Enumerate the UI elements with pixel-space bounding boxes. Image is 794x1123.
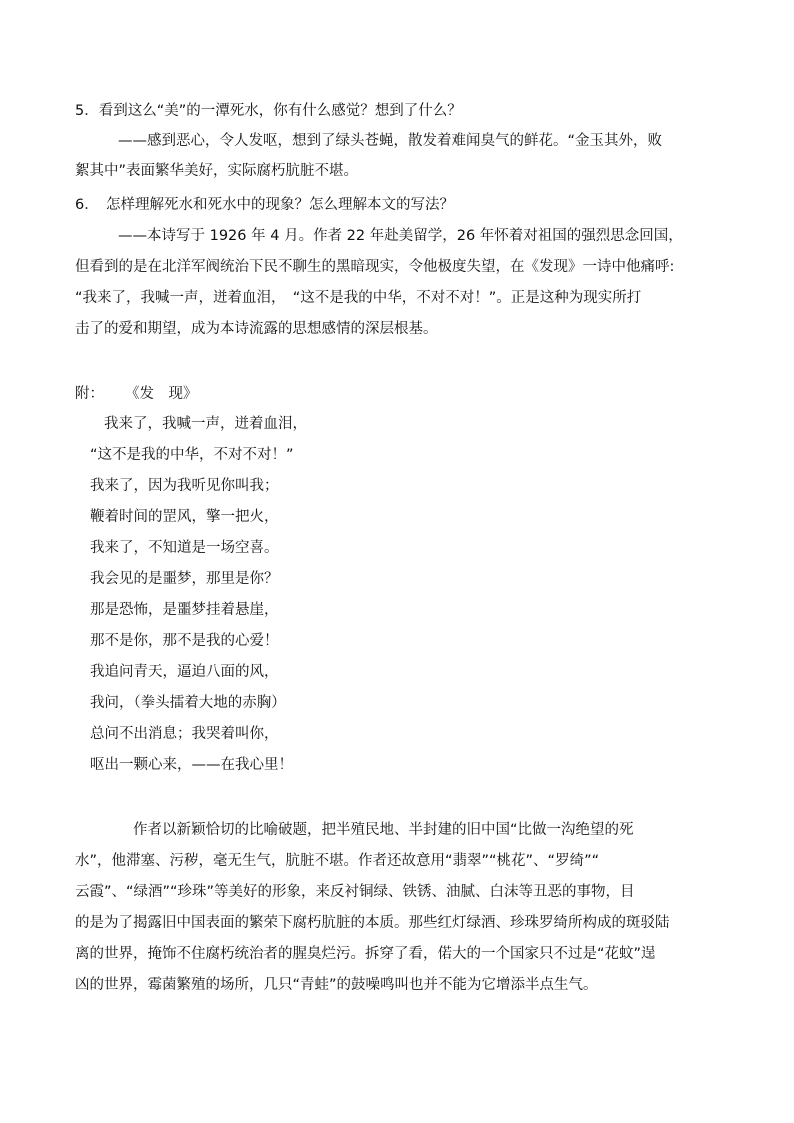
- poem-line-10: 我问，（拳头擂着大地的赤胸）: [90, 695, 286, 711]
- answer-6-line-2: 但看到的是在北洋军阀统治下民不聊生的黑暗现实，令他极度失望，在《发现》一诗中他痛呼:: [75, 259, 675, 275]
- poem-line-12: 呕出一颗心来，——在我心里！: [90, 757, 293, 773]
- poem-line-8: 那不是你，那不是我的心爱！: [90, 633, 279, 649]
- answer-5-line-2: 絮其中”表面繁华美好，实际腐朽肮脏不堪。: [75, 163, 359, 179]
- answer-6-line-4: 击了的爱和期望，成为本诗流露的思想感情的深层根基。: [75, 321, 438, 337]
- answer-6-line-1: ——本诗写于 1926 年 4 月。作者 22 年赴美留学，26 年怀着对祖国的强烈思念回国，: [118, 228, 683, 244]
- poem-line-9: 我追问青天，逼迫八面的风，: [90, 664, 279, 680]
- poem-line-7: 那是恐怖，是噩梦挂着悬崖，: [90, 602, 279, 618]
- analysis-line-2: 水”，他滞塞、污秽，毫无生气，肮脏不堪。作者还故意用“翡翠”“桃花”、“罗绮”“: [75, 853, 600, 869]
- poem-line-4: 鞭着时间的罡风，擎一把火，: [90, 509, 279, 525]
- question-5: 5．看到这么“美”的一潭死水，你有什么感觉？想到了什么？: [75, 103, 462, 119]
- poem-line-11: 总问不出消息；我哭着叫你，: [90, 726, 279, 742]
- answer-5-line-1: ——感到恶心，令人发呕，想到了绿头苍蝇，散发着难闻臭气的鲜花。“金玉其外，败: [118, 133, 663, 149]
- analysis-line-4: 的是为了揭露旧中国表面的繁荣下腐朽肮脏的本质。那些红灯绿酒、珍珠罗绮所构成的斑驳陆: [75, 915, 670, 931]
- appendix-title: 《发 现》: [125, 386, 198, 402]
- analysis-line-3: 云霞”、“绿酒”“珍珠”等美好的形象，来反衬铜绿、铁锈、油腻、白沫等丑恶的事物，目: [75, 884, 635, 900]
- appendix-label: 附：: [75, 386, 104, 402]
- poem-line-3: 我来了，因为我听见你叫我；: [90, 478, 279, 494]
- poem-line-6: 我会见的是噩梦，那里是你？: [90, 571, 279, 587]
- poem-line-2: “这不是我的中华，不对不对！”: [90, 447, 294, 463]
- analysis-line-1: 作者以新颖恰切的比喻破题，把半殖民地、半封建的旧中国“比做一沟绝望的死: [133, 822, 634, 838]
- answer-6-line-3: “我来了，我喊一声，迸着血泪， “这不是我的中华，不对不对！”。正是这种为现实所打: [75, 290, 642, 306]
- question-6: 6． 怎样理解死水和死水中的现象？怎么理解本文的写法？: [75, 197, 454, 213]
- analysis-line-6: 凶的世界，霉菌繁殖的场所，几只“青蛙”的鼓噪鸣叫也并不能为它增添半点生气。: [75, 977, 598, 993]
- poem-line-5: 我来了，不知道是一场空喜。: [90, 540, 279, 556]
- analysis-line-5: 离的世界，掩饰不住腐朽统治者的腥臭烂污。拆穿了看，偌大的一个国家只不过是“花蚊”逞: [75, 946, 656, 962]
- poem-line-1: 我来了，我喊一声，迸着血泪，: [104, 416, 307, 432]
